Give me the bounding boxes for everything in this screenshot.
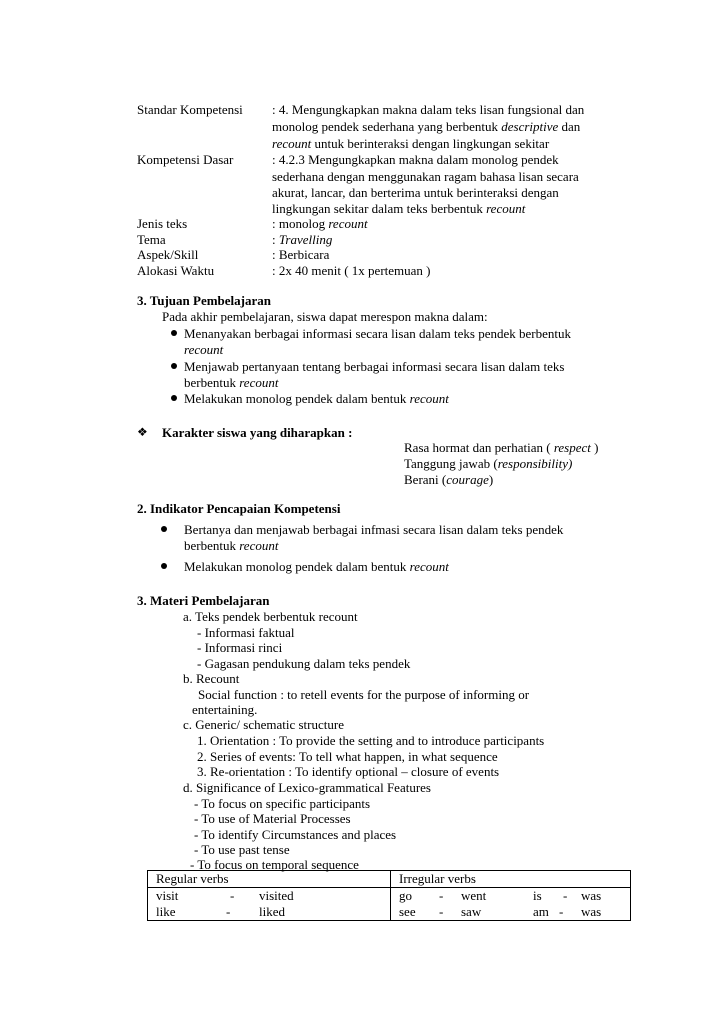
irregular-dash: - bbox=[559, 904, 564, 919]
standar-label: Standar Kompetensi bbox=[137, 102, 243, 117]
kd-line-2: sederhana dengan menggunakan ragam bahasa lisan secara bbox=[272, 169, 579, 184]
bullet-icon bbox=[171, 363, 177, 369]
regular-dash: - bbox=[230, 888, 235, 903]
materi-b-2: entertaining. bbox=[192, 702, 258, 717]
indikator-item-2: Melakukan monolog pendek dalam bentuk recount bbox=[184, 559, 449, 574]
irregular-past: went bbox=[461, 888, 487, 903]
jenis-value: : monolog recount bbox=[272, 216, 368, 231]
materi-a-2: - Informasi rinci bbox=[197, 640, 283, 655]
jenis-label: Jenis teks bbox=[137, 216, 188, 231]
regular-dash: - bbox=[226, 904, 231, 919]
kd-line-3: akurat, lancar, dan berterima untuk berinteraksi dengan bbox=[272, 185, 559, 200]
aspek-label: Aspek/Skill bbox=[137, 247, 199, 262]
standar-line-3: recount untuk berinteraksi dengan lingkungan sekitar bbox=[272, 136, 550, 151]
materi-c-1: 1. Orientation : To provide the setting and to introduce participants bbox=[197, 733, 545, 748]
regular-base: like bbox=[156, 904, 176, 919]
alokasi-value: : 2x 40 menit ( 1x pertemuan ) bbox=[272, 263, 431, 278]
materi-d-1: - To focus on specific participants bbox=[194, 796, 371, 811]
tema-value: : Travelling bbox=[272, 232, 333, 247]
materi-c-2: 2. Series of events: To tell what happen, in what sequence bbox=[197, 749, 498, 764]
bullet-icon bbox=[171, 330, 177, 336]
irregular-base: is bbox=[533, 888, 542, 903]
tujuan-item-3: Melakukan monolog pendek dalam bentuk recount bbox=[184, 391, 449, 406]
karakter-value-3: Berani (courage) bbox=[404, 472, 494, 487]
tujuan-item-2-line-2: berbentuk recount bbox=[184, 375, 279, 390]
tema-label: Tema bbox=[137, 232, 166, 247]
materi-a: a. Teks pendek berbentuk recount bbox=[183, 609, 358, 624]
kd-line-1: : 4.2.3 Mengungkapkan makna dalam monolog pendek bbox=[272, 152, 559, 167]
regular-verbs-header: Regular verbs bbox=[148, 871, 391, 888]
regular-base: visit bbox=[156, 888, 179, 903]
materi-a-3: - Gagasan pendukung dalam teks pendek bbox=[197, 656, 411, 671]
karakter-value-2: Tanggung jawab (responsibility) bbox=[404, 456, 573, 471]
materi-d-2: - To use of Material Processes bbox=[194, 811, 351, 826]
indikator-heading: 2. Indikator Pencapaian Kompetensi bbox=[137, 501, 341, 516]
kd-label: Kompetensi Dasar bbox=[137, 152, 234, 167]
irregular-past: was bbox=[581, 888, 602, 903]
irregular-verbs-header: Irregular verbs bbox=[391, 871, 631, 888]
tujuan-intro: Pada akhir pembelajaran, siswa dapat merespon makna dalam: bbox=[162, 309, 488, 324]
standar-line-1: : 4. Mengungkapkan makna dalam teks lisan fungsional dan bbox=[272, 102, 585, 117]
materi-c-3: 3. Re-orientation : To identify optional – closure of events bbox=[197, 764, 500, 779]
materi-b-1: Social function : to retell events for the purpose of informing or bbox=[198, 687, 530, 702]
regular-past: liked bbox=[259, 904, 285, 919]
irregular-base: go bbox=[399, 888, 412, 903]
karakter-value-1: Rasa hormat dan perhatian ( respect ) bbox=[404, 440, 599, 455]
irregular-dash: - bbox=[439, 904, 444, 919]
tujuan-heading: 3. Tujuan Pembelajaran bbox=[137, 293, 271, 308]
materi-d: d. Significance of Lexico-grammatical Features bbox=[183, 780, 431, 795]
irregular-base: see bbox=[399, 904, 416, 919]
table-row bbox=[148, 904, 631, 921]
bullet-icon bbox=[171, 395, 177, 401]
tujuan-item-1-line-1: Menanyakan berbagai informasi secara lisan dalam teks pendek berbentuk bbox=[184, 326, 571, 341]
bullet-icon bbox=[161, 526, 167, 532]
verbs-table bbox=[147, 870, 631, 921]
table-header-row bbox=[148, 871, 631, 888]
irregular-dash: - bbox=[439, 888, 444, 903]
diamond-bullet-icon: ❖ bbox=[137, 425, 148, 439]
regular-past: visited bbox=[259, 888, 294, 903]
table-row bbox=[148, 888, 631, 905]
materi-b: b. Recount bbox=[183, 671, 240, 686]
irregular-base: am bbox=[533, 904, 549, 919]
irregular-dash: - bbox=[563, 888, 568, 903]
standar-line-2: monolog pendek sederhana yang berbentuk descriptive dan bbox=[272, 119, 581, 134]
materi-c: c. Generic/ schematic structure bbox=[183, 717, 344, 732]
materi-d-5: - To focus on temporal sequence bbox=[190, 857, 359, 872]
indikator-item-1-line-2: berbentuk recount bbox=[184, 538, 279, 553]
aspek-value: : Berbicara bbox=[272, 247, 330, 262]
alokasi-label: Alokasi Waktu bbox=[137, 263, 215, 278]
materi-d-4: - To use past tense bbox=[194, 842, 290, 857]
materi-heading: 3. Materi Pembelajaran bbox=[137, 593, 270, 608]
bullet-icon bbox=[161, 563, 167, 569]
karakter-heading: Karakter siswa yang diharapkan : bbox=[162, 425, 353, 440]
irregular-past: saw bbox=[461, 904, 482, 919]
materi-a-1: - Informasi faktual bbox=[197, 625, 295, 640]
materi-d-3: - To identify Circumstances and places bbox=[194, 827, 397, 842]
tujuan-item-2-line-1: Menjawab pertanyaan tentang berbagai informasi secara lisan dalam teks bbox=[184, 359, 565, 374]
kd-line-4: lingkungan sekitar dalam teks berbentuk recount bbox=[272, 201, 526, 216]
irregular-past: was bbox=[581, 904, 602, 919]
indikator-item-1-line-1: Bertanya dan menjawab berbagai infmasi secara lisan dalam teks pendek bbox=[184, 522, 564, 537]
tujuan-item-1-line-2: recount bbox=[184, 342, 224, 357]
